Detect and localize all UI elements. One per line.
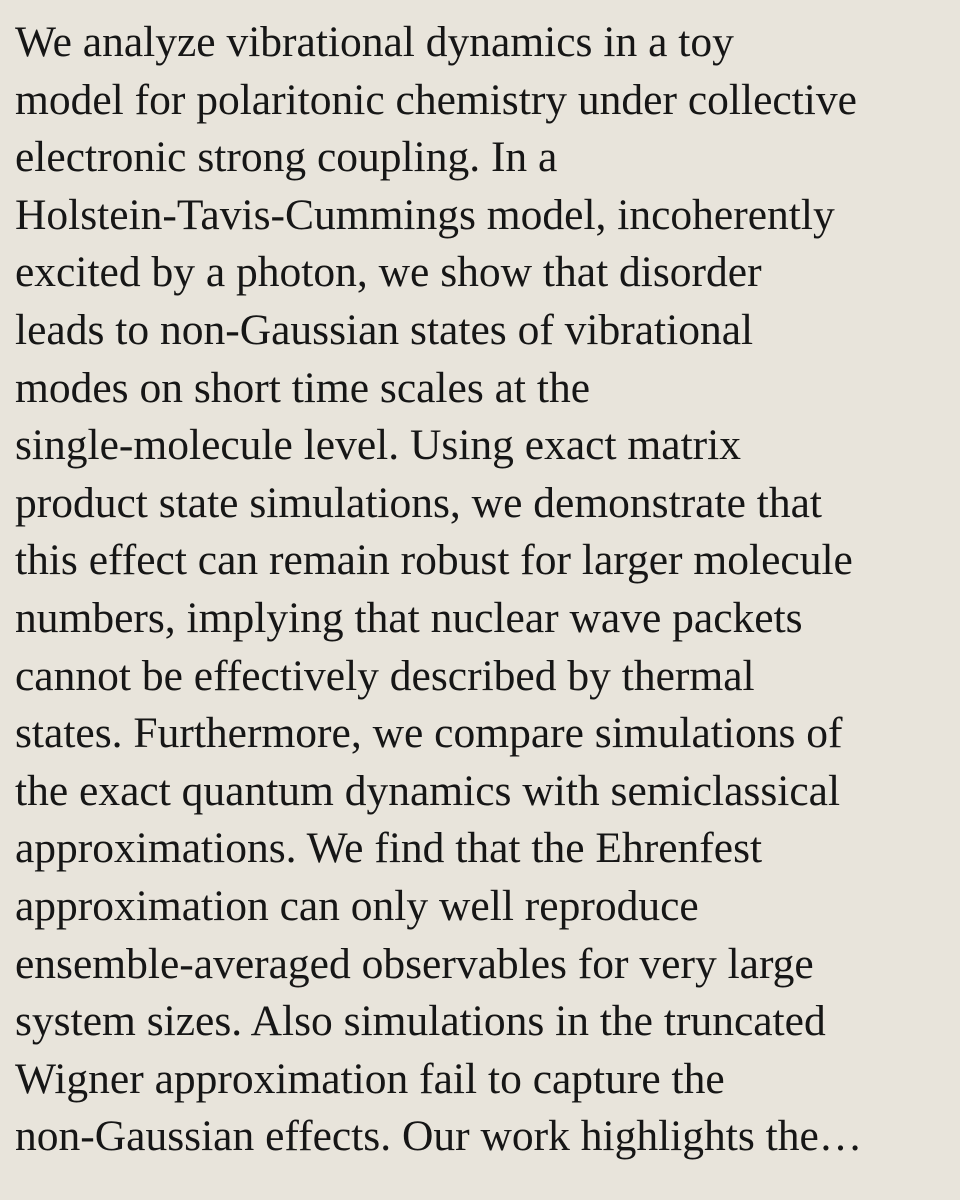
abstract-line: numbers, implying that nuclear wave packets — [15, 593, 803, 642]
abstract-line: non-Gaussian effects. Our work highlights the… — [15, 1112, 863, 1161]
abstract-line: electronic strong coupling. In a — [15, 133, 558, 182]
abstract-text — [15, 14, 952, 1166]
abstract-line: single-molecule level. Using exact matrix — [15, 421, 741, 470]
abstract-line: product state simulations, we demonstrate that — [15, 478, 822, 527]
abstract-line: this effect can remain robust for larger molecule — [15, 536, 853, 585]
abstract-line: approximation can only well reproduce — [15, 881, 699, 930]
abstract-line: leads to non-Gaussian states of vibrational — [15, 305, 754, 354]
abstract-line: states. Furthermore, we compare simulations of — [15, 709, 843, 758]
abstract-line: ensemble-averaged observables for very large — [15, 939, 814, 988]
abstract-line: approximations. We find that the Ehrenfest — [15, 824, 763, 873]
abstract-line: Holstein-Tavis-Cummings model, incoherently — [15, 190, 835, 239]
abstract-line: system sizes. Also simulations in the truncated — [15, 997, 826, 1046]
abstract-line: We analyze vibrational dynamics in a toy — [15, 18, 734, 66]
abstract-line: the exact quantum dynamics with semiclassical — [15, 766, 841, 815]
abstract-line: excited by a photon, we show that disorder — [15, 248, 762, 297]
abstract-line: cannot be effectively described by thermal — [15, 651, 755, 700]
abstract-line: Wigner approximation fail to capture the — [15, 1054, 725, 1103]
abstract-line: modes on short time scales at the — [15, 363, 591, 412]
abstract-line: model for polaritonic chemistry under collective — [15, 75, 857, 124]
